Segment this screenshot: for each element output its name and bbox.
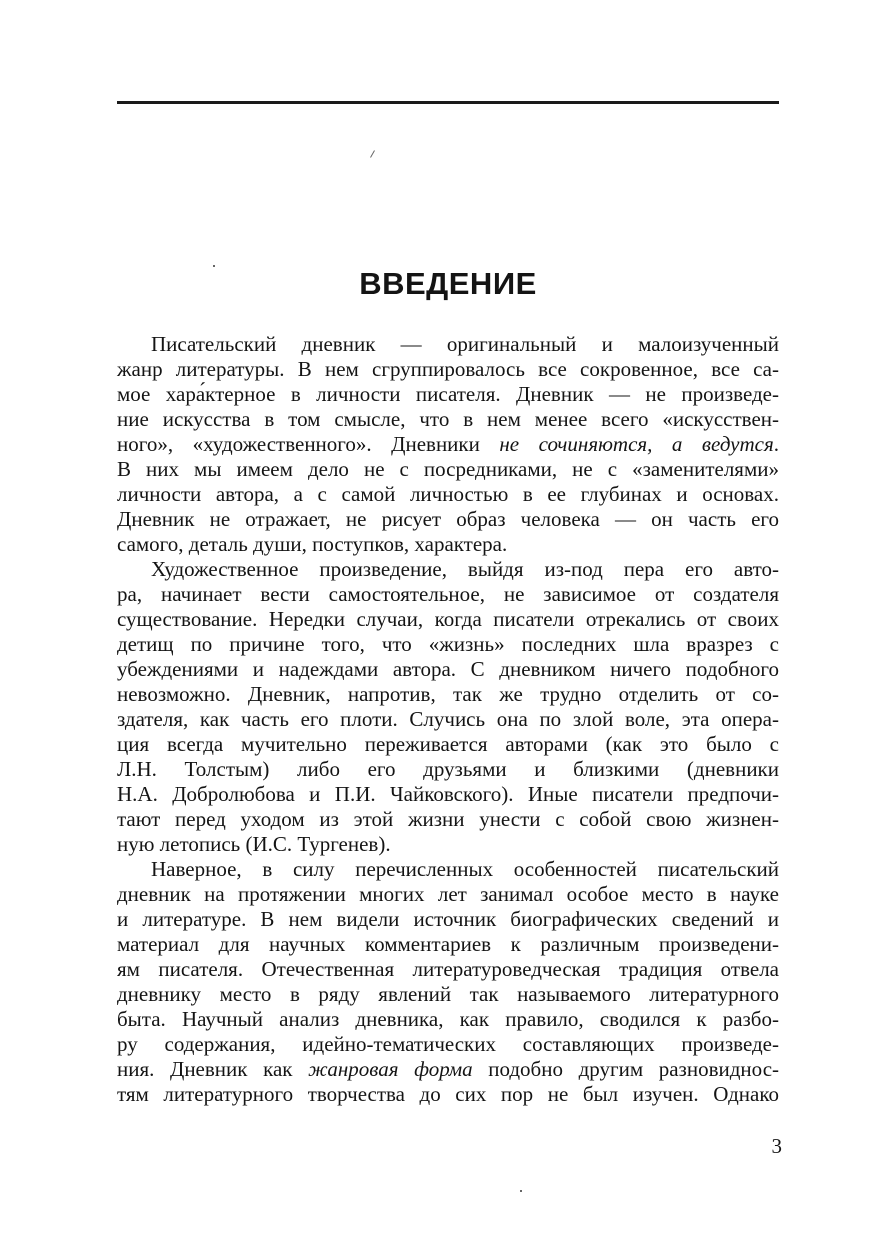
italic-phrase: не сочиняются, а ведутся — [499, 432, 774, 456]
text-line: существование. Нередки случаи, когда писатели отрекались от своих — [117, 607, 779, 631]
text-line: Писательский дневник — оригинальный и малоизученный — [151, 332, 779, 356]
text-line: материал для научных комментариев к различным произведени- — [117, 932, 779, 956]
text-line: детищ по причине того, что «жизнь» последних шла вразрез с — [117, 632, 779, 656]
text-line: здателя, как часть его плоти. Случись она по злой воле, эта опера- — [117, 707, 779, 731]
page-title: ВВЕДЕНИЕ — [359, 266, 537, 301]
text-line: ция всегда мучительно переживается авторами (как это было с — [117, 732, 779, 756]
text-line: Дневник не отражает, не рисует образ человека — он часть его — [117, 507, 779, 531]
text-line: жанр литературы. В нем сгруппировалось все сокровенное, все са- — [117, 357, 779, 381]
text-run: подобно другим разновиднос- — [472, 1057, 780, 1081]
text-line: ра, начинает вести самостоятельное, не зависимое от создателя — [117, 582, 779, 606]
text-line: мое хара́ктерное в личности писателя. Дневник — не произведе- — [117, 382, 779, 406]
text-line: Н.А. Добролюбова и П.И. Чайковского). Иные писатели предпочи- — [117, 782, 779, 806]
text-line: В них мы имеем дело не с посредниками, не с «заменителями» — [117, 457, 779, 481]
paragraph-3 — [117, 857, 779, 1107]
print-speck — [370, 150, 375, 157]
text-line: Художественное произведение, выйдя из-под пера его авто- — [151, 557, 779, 581]
text-line: дневнику место в ряду явлений так называемого литературного — [117, 982, 779, 1006]
body-text — [117, 332, 779, 1107]
text-run: ния. Дневник как — [117, 1057, 309, 1081]
text-line: Л.Н. Толстым) либо его друзьями и близкими (дневники — [117, 757, 779, 781]
text-line: невозможно. Дневник, напротив, так же трудно отделить от со- — [117, 682, 779, 706]
text-run: ного», «художественного». Дневники — [117, 432, 500, 456]
header-rule — [117, 101, 779, 104]
text-line: дневник на протяжении многих лет занимал особое место в науке — [117, 882, 779, 906]
text-line: личности автора, а с самой личностью в ее глубинах и основах. — [117, 482, 779, 506]
text-line: ние искусства в том смысле, что в нем менее всего «искусствен- — [117, 407, 779, 431]
text-line-emphasis — [117, 1057, 779, 1082]
text-line-emphasis — [117, 432, 779, 457]
text-line: ру содержания, идейно-тематических составляющих произведе- — [117, 1032, 779, 1056]
print-speck — [520, 1190, 522, 1192]
paragraph-1 — [117, 332, 779, 557]
text-line: самого, деталь души, поступков, характера. — [117, 532, 508, 556]
text-line: Наверное, в силу перечисленных особенностей писательский — [151, 857, 779, 881]
text-line: тают перед уходом из этой жизни унести с собой свою жизнен- — [117, 807, 779, 831]
page-number: 3 — [771, 1134, 782, 1158]
text-line: и литературе. В нем видели источник биографических сведений и — [117, 907, 779, 931]
text-line: убеждениями и надеждами автора. С дневником ничего подобного — [117, 657, 779, 681]
text-run: . — [773, 432, 780, 456]
text-line: ную летопись (И.С. Тургенев). — [117, 832, 391, 856]
paragraph-2 — [117, 557, 779, 857]
text-line: быта. Научный анализ дневника, как правило, сводился к разбо- — [117, 1007, 779, 1031]
text-line: тям литературного творчества до сих пор не был изучен. Однако — [117, 1082, 779, 1106]
italic-phrase: жанровая форма — [308, 1057, 473, 1081]
text-line: ям писателя. Отечественная литературоведческая традиция отвела — [117, 957, 779, 981]
